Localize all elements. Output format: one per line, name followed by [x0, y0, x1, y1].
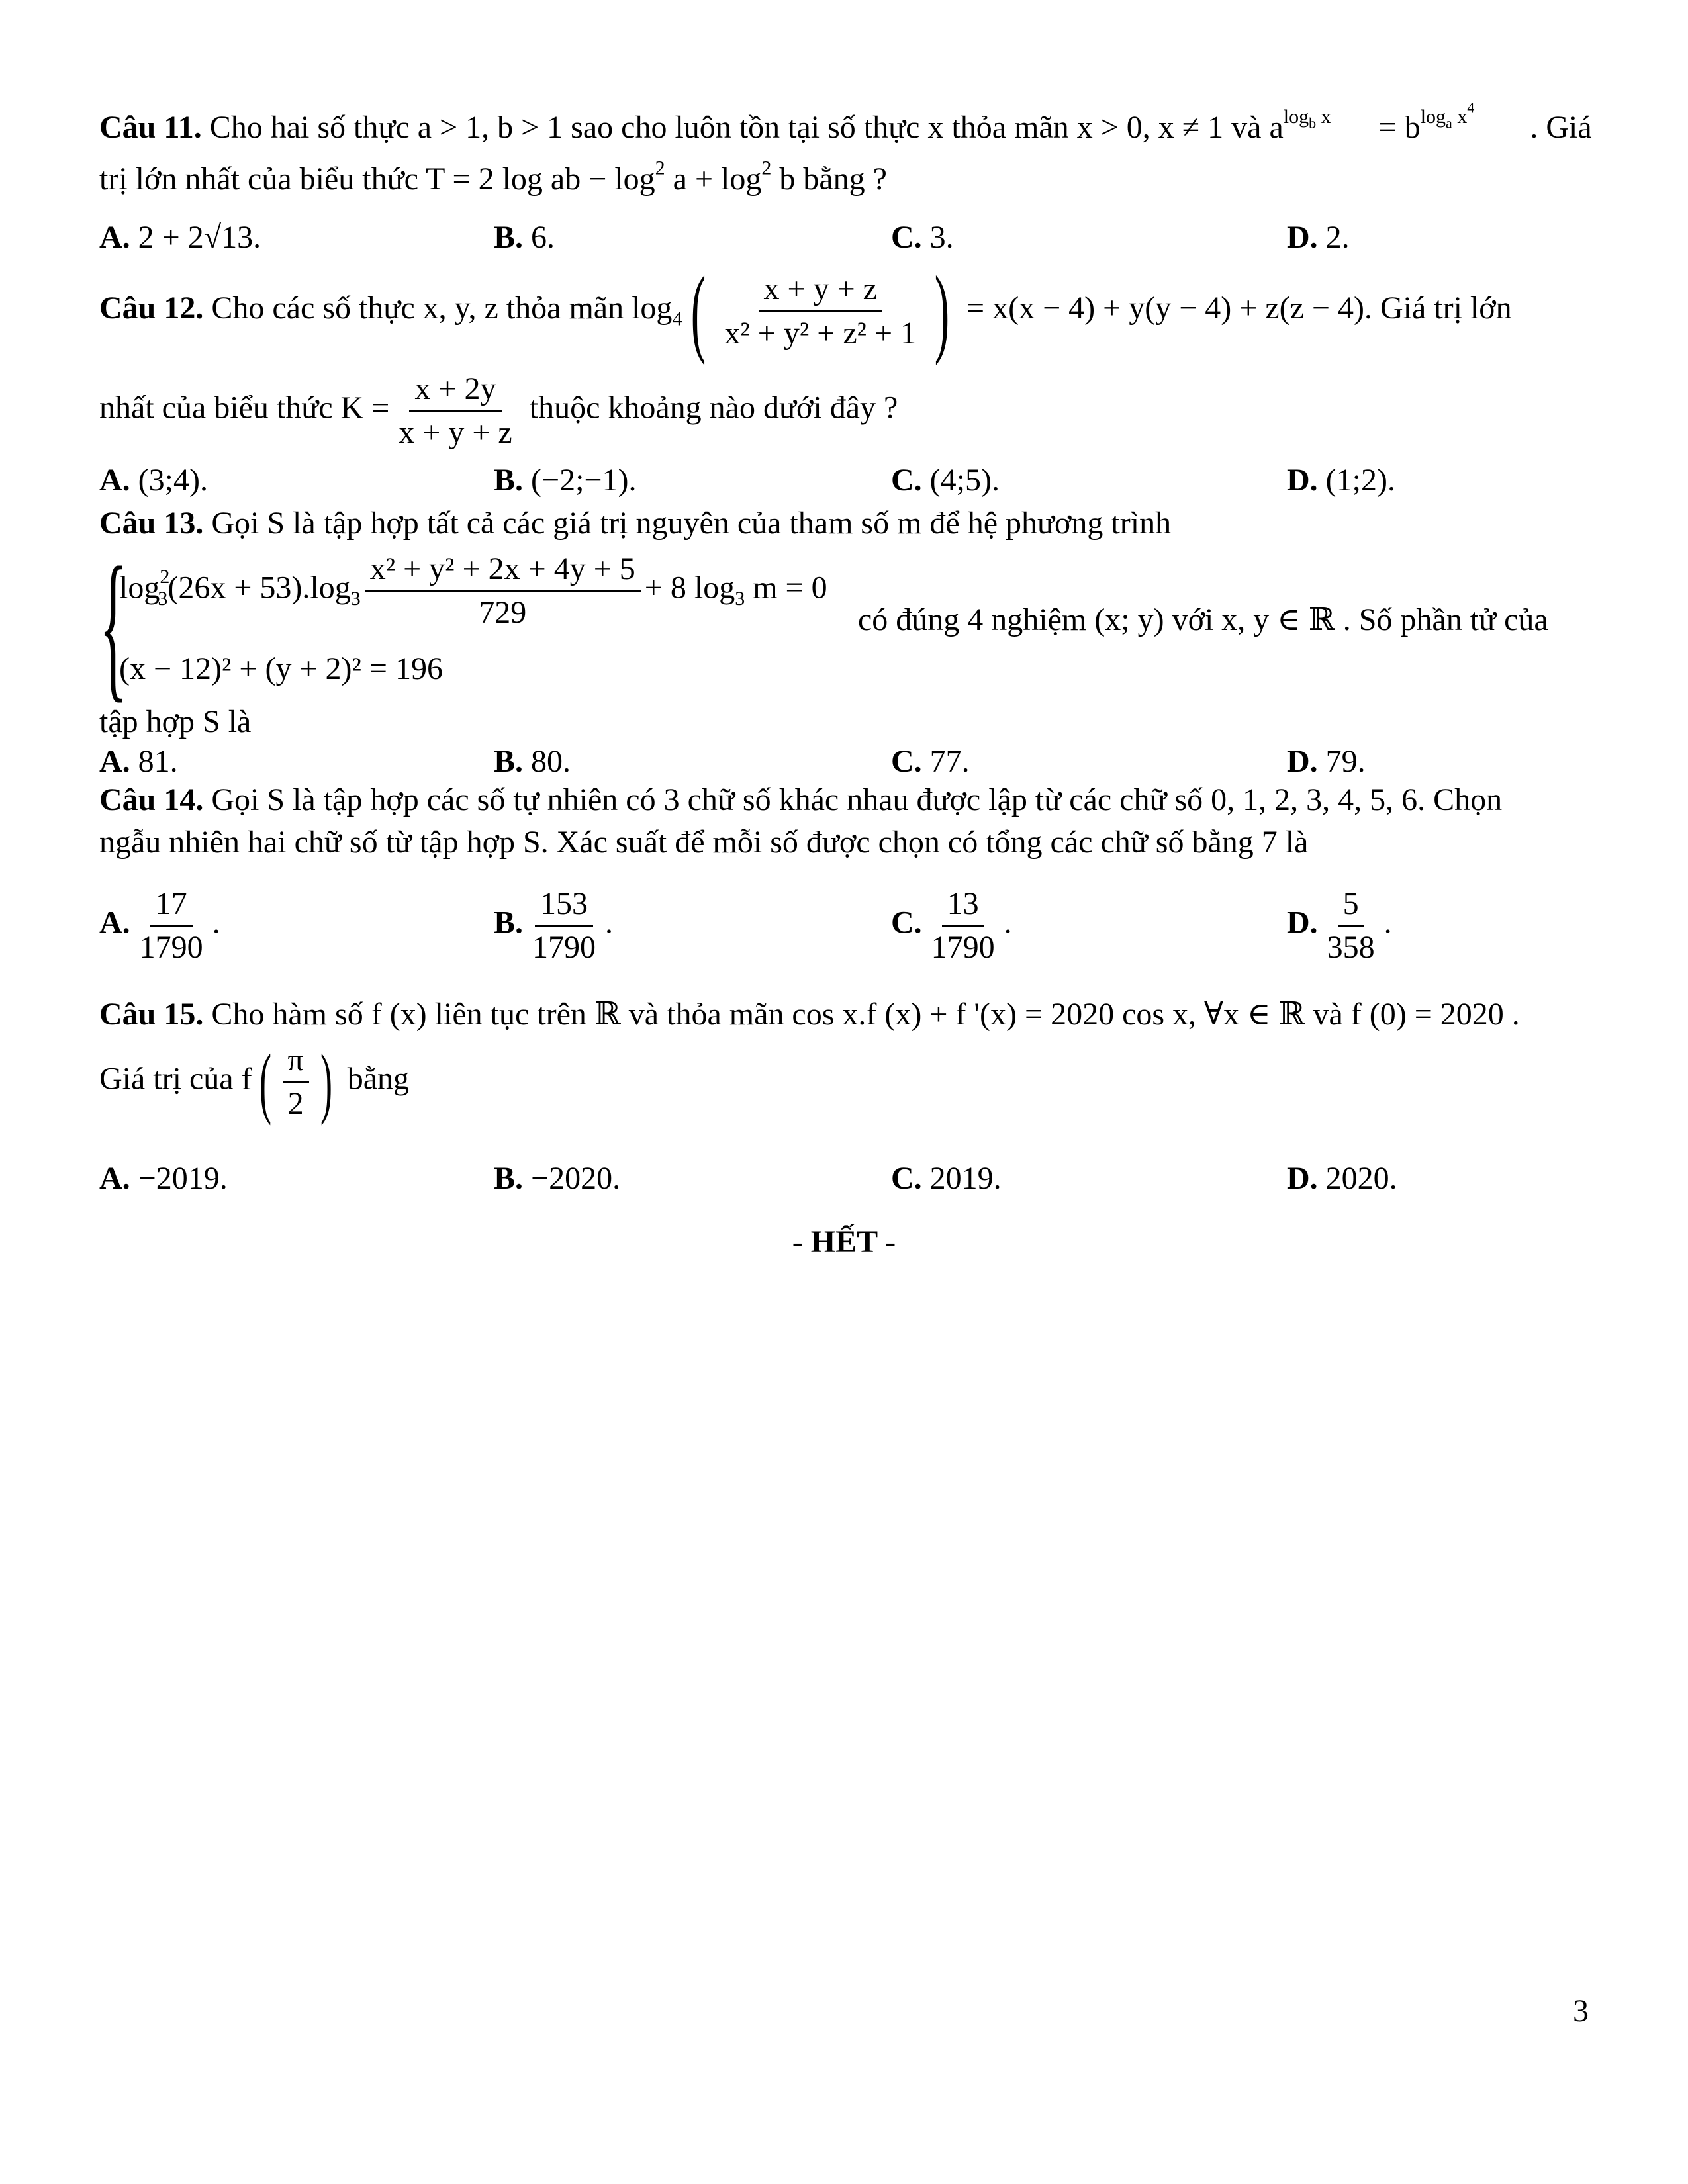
- q14-label: Câu 14.: [99, 782, 204, 817]
- q12-option-d[interactable]: D. (1;2).: [1287, 463, 1395, 498]
- end-marker: - HẾT -: [792, 1224, 896, 1259]
- q15-line1: Câu 15. Cho hàm số f (x) liên tục trên ℝ và thỏa mãn cos x.f (x) + f '(x) = 2020 cos x, ∀x ∈ ℝ và f (0) = 2020 .: [99, 997, 1520, 1032]
- q12-line2: nhất của biểu thức K = $\frac{x + 2y}{x + y + z}$ thuộc khoảng nào dưới đây ?: [99, 371, 898, 451]
- q13-equation-1: $\log^2_3(26x + 53).\log_3$ $\frac{\text{x² + y² + 2x + 4y + 5}}{729}$ + 8 $\log_3 m = 0$: [119, 551, 827, 631]
- q13-option-b[interactable]: B. 80.: [494, 744, 571, 779]
- q11-option-d[interactable]: D. 2.: [1287, 220, 1350, 255]
- q14-option-d[interactable]: D. $\frac{5}{358}$ .: [1287, 886, 1392, 966]
- q11-line2: trị lớn nhất của biểu thức T = 2 log ab − $\log^2 a + \log^2 b$ bằng ?: [99, 157, 887, 197]
- q14-line1: Câu 14. Gọi S là tập hợp các số tự nhiên có 3 chữ số khác nhau được lập từ các chữ số 0, 1, 2, 3, 4, 5, 6. Chọn: [99, 782, 1503, 817]
- q12-k-expression: K = $\frac{x + 2y}{x + y + z}$: [340, 371, 512, 451]
- q11-expression: T = 2 log ab − $\log^2 a + \log^2 b$: [426, 157, 796, 197]
- q12-option-b[interactable]: B. (−2;−1).: [494, 463, 637, 498]
- q13-line1: Câu 13. Gọi S là tập hợp tất cả các giá trị nguyên của tham số m để hệ phương trình: [99, 506, 1172, 541]
- q14-option-c[interactable]: C. $\frac{13}{1790}$ .: [891, 886, 1012, 966]
- q11-label: Câu 11.: [99, 110, 202, 145]
- q13-option-a[interactable]: A. 81.: [99, 744, 178, 779]
- q13-label: Câu 13.: [99, 506, 204, 541]
- q11-option-b[interactable]: B. 6.: [494, 220, 555, 255]
- q13-option-d[interactable]: D. 79.: [1287, 744, 1366, 779]
- q12-log-expression: $\log_4$( $\frac{x + y + z}{\text{x² + y² + z² + 1}}$ ): [632, 256, 950, 366]
- q15-option-d[interactable]: D. 2020.: [1287, 1161, 1397, 1196]
- q14-option-a[interactable]: A. $\frac{17}{1790}$ .: [99, 886, 220, 966]
- system-brace: {: [99, 533, 127, 717]
- q12-line1: Câu 12. Cho các số thực x, y, z thỏa mãn $\log_4$( $\frac{x + y + z}{\text{x² + y² + z² + 1}}$ ) = x(x − 4) + y(y − 4) + z(z − 4). Giá trị lớn: [99, 256, 1512, 366]
- q15-label: Câu 15.: [99, 997, 204, 1032]
- q11-option-a[interactable]: A. 2 + 2√13.: [99, 220, 261, 255]
- q11-option-c[interactable]: C. 3.: [891, 220, 954, 255]
- q11-equation: $a^{log_b x}$ = $b^{log_a x^4}$: [1269, 99, 1475, 145]
- q12-option-a[interactable]: A. (3;4).: [99, 463, 208, 498]
- q13-condition: có đúng 4 nghiệm (x; y) với x, y ∈ ℝ . Số phần tử của: [858, 602, 1548, 637]
- q15-option-c[interactable]: C. 2019.: [891, 1161, 1002, 1196]
- q13-option-c[interactable]: C. 77.: [891, 744, 970, 779]
- q15-option-b[interactable]: B. −2020.: [494, 1161, 621, 1196]
- q12-option-c[interactable]: C. (4;5).: [891, 463, 1000, 498]
- q13-equation-2: (x − 12)² + (y + 2)² = 196: [119, 651, 443, 686]
- q15-f-pi-over-2: f( $\frac{\pi}{2}$ ): [241, 1037, 332, 1126]
- q15-line2: Giá trị của f( $\frac{\pi}{2}$ ) bằng: [99, 1037, 410, 1126]
- q13-line3: tập hợp S là: [99, 704, 252, 739]
- q14-line2: ngẫu nhiên hai chữ số từ tập hợp S. Xác suất để mỗi số được chọn có tổng các chữ số bằng 7 là: [99, 825, 1309, 860]
- q15-option-a[interactable]: A. −2019.: [99, 1161, 228, 1196]
- q14-option-b[interactable]: B. $\frac{153}{1790}$ .: [494, 886, 614, 966]
- q12-label: Câu 12.: [99, 291, 204, 326]
- page-number: 3: [1573, 1993, 1589, 2028]
- q11-line1: Câu 11. Cho hai số thực a > 1, b > 1 sao cho luôn tồn tại số thực x thỏa mãn x > 0, x ≠ 1 và $a^{log_b x}$ = $b^{log_a x^4}$ . Giá: [99, 99, 1592, 145]
